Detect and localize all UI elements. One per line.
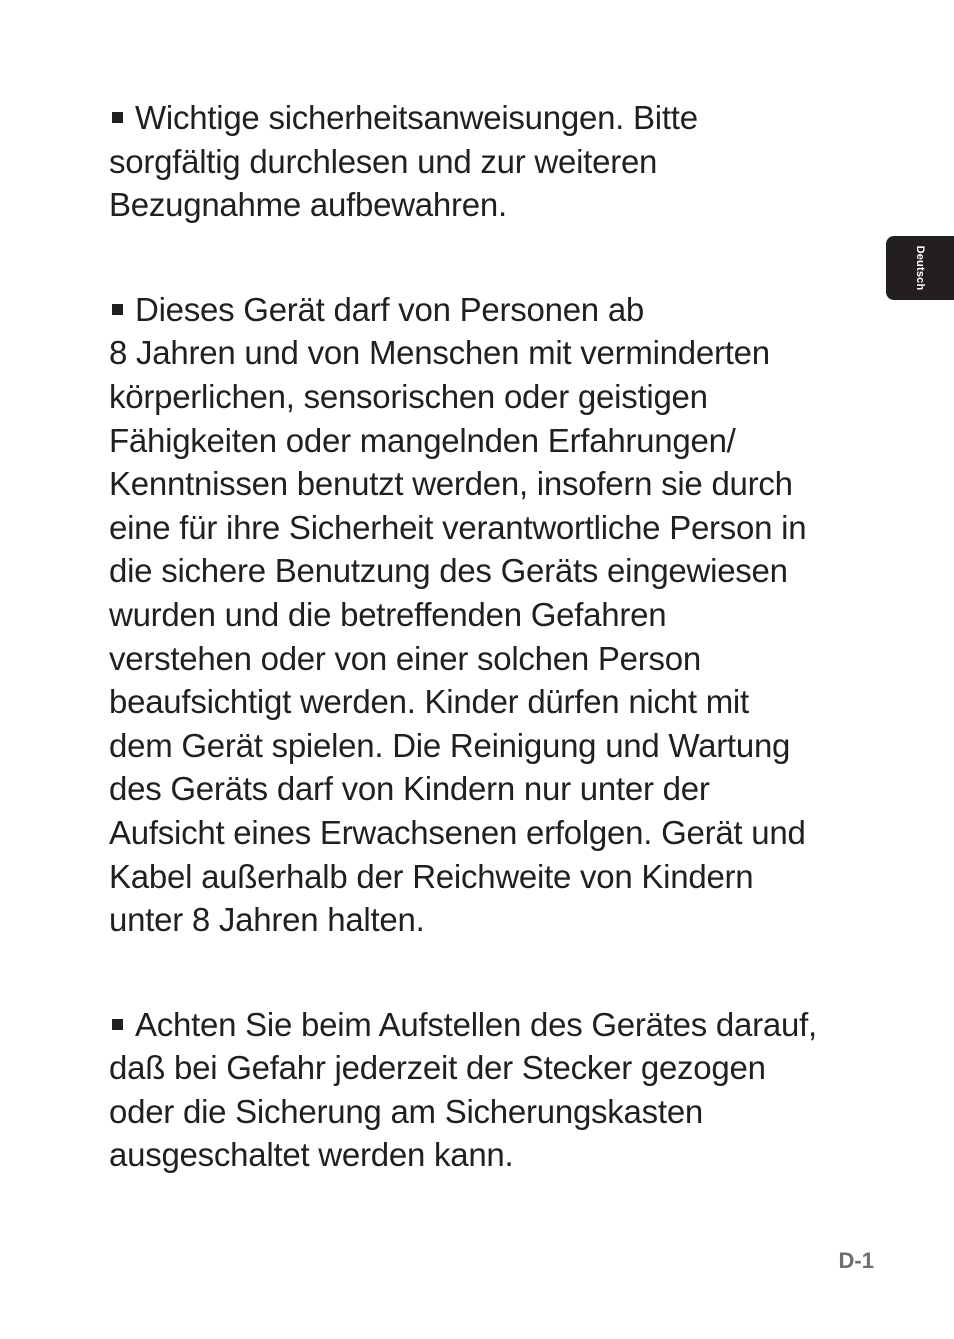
- text-line: Fähigkeiten oder mangelnden Erfahrungen/: [109, 421, 736, 459]
- text-line: oder die Sicherung am Sicherungskasten: [109, 1092, 704, 1130]
- square-bullet-icon: [112, 304, 123, 315]
- text-line: unter 8 Jahren halten.: [109, 901, 425, 939]
- text-line: dem Gerät spielen. Die Reinigung und Wartung: [109, 726, 791, 764]
- text-line: daß bei Gefahr jederzeit der Stecker gezogen: [109, 1049, 766, 1087]
- language-tab-label: Deutsch: [914, 245, 926, 291]
- text-line: wurden und die betreffenden Gefahren: [109, 595, 667, 633]
- text-line: sorgfältig durchlesen und zur weiteren: [109, 142, 658, 180]
- text-line: Aufsicht eines Erwachsenen erfolgen. Gerät und: [109, 813, 806, 851]
- safety-instructions: [109, 96, 869, 1177]
- text-line: des Geräts darf von Kindern nur unter der: [109, 770, 710, 808]
- text-line: körperlichen, sensorischen oder geistigen: [109, 377, 708, 415]
- page-number: D-1: [838, 1248, 874, 1273]
- paragraph-installation: [109, 1003, 869, 1177]
- text-line: 8 Jahren und von Menschen mit verminderten: [109, 334, 770, 372]
- text-line: Kabel außerhalb der Reichweite von Kindern: [109, 857, 754, 895]
- text-line: eine für ihre Sicherheit verantwortliche Person in: [109, 508, 807, 546]
- text-line: verstehen oder von einer solchen Person: [109, 639, 701, 677]
- paragraph-safety-notice: [109, 96, 869, 227]
- text-line-content: Dieses Gerät darf von Personen ab: [135, 290, 645, 328]
- text-line: [109, 288, 869, 332]
- language-tab: [886, 236, 954, 300]
- text-line-content: Achten Sie beim Aufstellen des Gerätes darauf,: [135, 1005, 817, 1043]
- paragraph-user-restrictions: [109, 288, 869, 942]
- text-line: [109, 1003, 869, 1047]
- text-line: ausgeschaltet werden kann.: [109, 1136, 514, 1174]
- text-line-content: Wichtige sicherheitsanweisungen. Bitte: [135, 99, 698, 136]
- text-line: die sichere Benutzung des Geräts eingewiesen: [109, 552, 788, 590]
- text-line: [109, 96, 869, 140]
- text-line: Bezugnahme aufbewahren.: [109, 186, 507, 224]
- square-bullet-icon: [112, 112, 123, 123]
- text-line: beaufsichtigt werden. Kinder dürfen nicht mit: [109, 683, 749, 721]
- text-line: Kenntnissen benutzt werden, insofern sie durch: [109, 465, 793, 503]
- square-bullet-icon: [112, 1019, 123, 1030]
